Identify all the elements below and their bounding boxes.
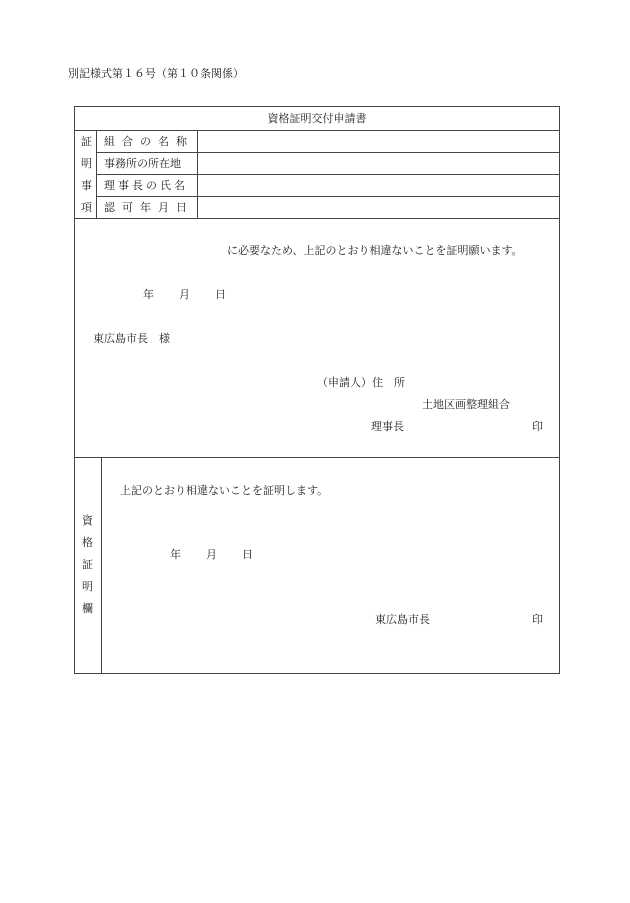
divider bbox=[75, 218, 559, 219]
cert-section-char: 明 bbox=[82, 580, 93, 593]
cert-side-char: 事 bbox=[81, 179, 92, 192]
cert-seal: 印 bbox=[532, 613, 543, 626]
association-label: 土地区画整理組合 bbox=[422, 398, 510, 411]
cert-date-day: 日 bbox=[242, 548, 253, 561]
certification-statement: 上記のとおり相違ないことを証明します。 bbox=[120, 484, 329, 497]
form-title: 資格証明交付申請書 bbox=[267, 112, 367, 125]
divider bbox=[75, 130, 559, 131]
cert-date-month: 月 bbox=[206, 548, 217, 561]
cert-section-char: 欄 bbox=[82, 602, 93, 615]
divider bbox=[101, 457, 102, 673]
request-date-year: 年 bbox=[143, 288, 154, 301]
row-label-office-address: 事務所の所在地 bbox=[104, 157, 181, 170]
chairman-label: 理事長 bbox=[371, 420, 404, 433]
divider bbox=[96, 196, 559, 197]
request-date-month: 月 bbox=[179, 288, 190, 301]
divider bbox=[96, 130, 97, 218]
row-label-chairman-name: 理事長の氏名 bbox=[104, 179, 188, 192]
row-label-association-name: 組合の名称 bbox=[104, 135, 194, 148]
form-number: 別記様式第１６号（第１０条関係） bbox=[68, 67, 244, 80]
cert-side-char: 項 bbox=[81, 201, 92, 214]
divider bbox=[197, 130, 198, 218]
divider bbox=[96, 174, 559, 175]
applicant-address-label: （申請人）住 所 bbox=[317, 376, 405, 389]
cert-section-char: 資 bbox=[82, 514, 93, 527]
cert-side-char: 証 bbox=[81, 135, 92, 148]
row-label-approval-date: 認可年月日 bbox=[104, 201, 194, 214]
divider bbox=[96, 152, 559, 153]
cert-signer: 東広島市長 bbox=[375, 613, 430, 626]
request-date-day: 日 bbox=[215, 288, 226, 301]
application-form-table bbox=[74, 106, 560, 674]
cert-date-year: 年 bbox=[170, 548, 181, 561]
divider bbox=[75, 457, 559, 458]
applicant-seal: 印 bbox=[532, 420, 543, 433]
addressee: 東広島市長 様 bbox=[93, 332, 170, 345]
cert-side-char: 明 bbox=[81, 157, 92, 170]
cert-section-char: 格 bbox=[82, 536, 93, 549]
cert-section-char: 証 bbox=[82, 558, 93, 571]
certification-side-label bbox=[82, 515, 93, 614]
request-statement: に必要なため、上記のとおり相違ないことを証明願います。 bbox=[227, 244, 523, 257]
